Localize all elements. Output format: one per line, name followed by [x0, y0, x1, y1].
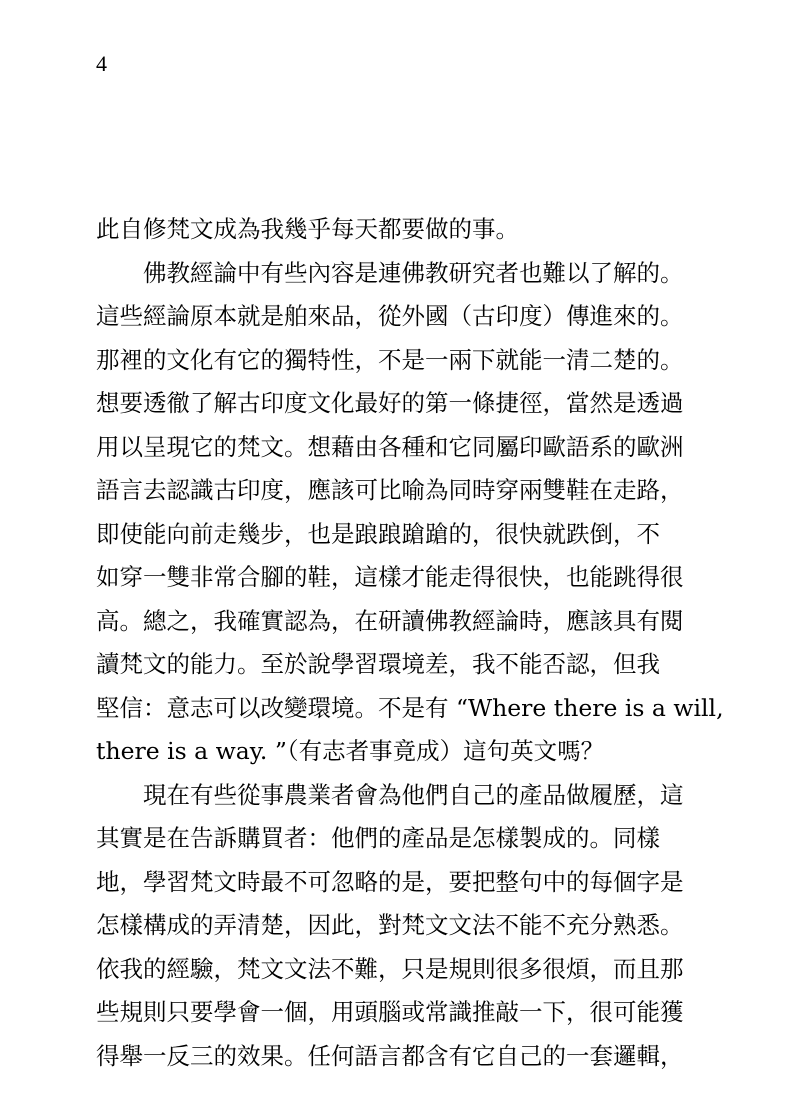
text-line: 怎樣構成的弄清楚，因此，對梵文文法不能不充分熟悉。	[96, 911, 684, 939]
text-line: 想要透徹了解古印度文化最好的第一條捷徑，當然是透過	[96, 389, 684, 417]
text-line: 堅信：意志可以改變環境。不是有 “Where there is a will,	[96, 693, 724, 722]
text-line: 現在有些從事農業者會為他們自己的產品做履歷，這	[143, 780, 684, 809]
body-text	[96, 208, 724, 1078]
text-line: 此自修梵文成為我幾乎每天都要做的事。	[96, 215, 519, 243]
page-number: 4	[96, 51, 107, 76]
text-line: 如穿一雙非常合腳的鞋，這樣才能走得很快，也能跳得很	[96, 563, 684, 591]
text-line: 用以呈現它的梵文。想藉由各種和它同屬印歐語系的歐洲	[96, 432, 684, 461]
text-line: 依我的經驗，梵文文法不難，只是規則很多很煩，而且那	[96, 954, 684, 983]
text-line: there is a way. ”（有志者事竟成）這句英文嗎？	[96, 737, 605, 765]
text-line: 這些經論原本就是舶來品，從外國（古印度）傳進來的。	[96, 302, 684, 330]
text-line: 語言去認識古印度，應該可比喻為同時穿兩雙鞋在走路，	[96, 476, 684, 504]
text-line: 些規則只要學會一個，用頭腦或常識推敲一下，很可能獲	[96, 998, 684, 1026]
text-line: 高。總之，我確實認為，在研讀佛教經論時，應該具有閱	[96, 606, 684, 635]
text-line: 其實是在告訴購買者：他們的產品是怎樣製成的。同樣	[96, 824, 660, 852]
text-line: 即使能向前走幾步，也是踉踉蹌蹌的，很快就跌倒，不	[96, 519, 660, 548]
text-line: 讀梵文的能力。至於說學習環境差，我不能否認，但我	[96, 650, 660, 678]
text-line: 得舉一反三的效果。任何語言都含有它自己的一套邏輯，	[96, 1041, 684, 1070]
text-line: 地，學習梵文時最不可忽略的是，要把整句中的每個字是	[96, 867, 684, 896]
text-line: 佛教經論中有些內容是連佛教研究者也難以了解的。	[143, 258, 684, 287]
text-line: 那裡的文化有它的獨特性，不是一兩下就能一清二楚的。	[96, 345, 684, 374]
